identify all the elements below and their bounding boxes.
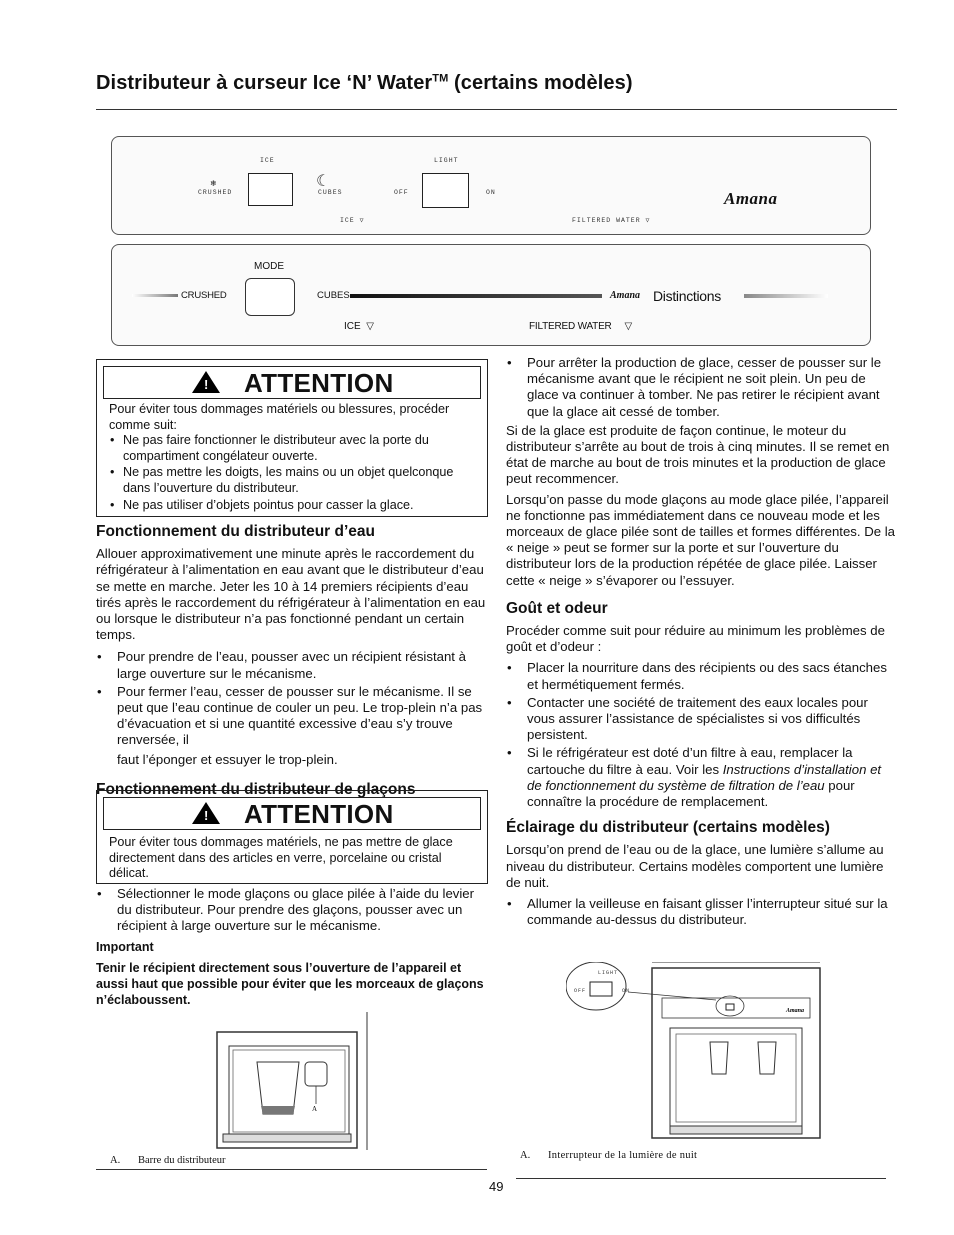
cubes-label: CUBES (318, 189, 343, 196)
important-label: Important (96, 939, 154, 954)
amana-logo: Amana (724, 189, 778, 208)
important-text: Tenir le récipient directement sous l’ouverture de l’appareil et aussi haut que possible pour éviter que les morceaux de glaçons n’éclaboussent. (96, 960, 484, 1007)
warning-header-1 (103, 366, 481, 399)
ice-mode-switch (248, 173, 293, 206)
distinctions-label: Distinctions (653, 288, 721, 304)
taste-heading: Goût et odeur (506, 599, 608, 617)
warning-title-2: ATTENTION (244, 799, 394, 829)
page-title: Distributeur à curseur Ice ‘N’ Water™ (certains modèles) (96, 72, 633, 94)
ice-label: ICE (260, 157, 275, 164)
water-item: • Pour fermer l’eau, cesser de pousser sur le mécanisme. Il se peut que l’eau continue de couler un peu. Le trop-plein n’a pas d’évacuation et si une quantité excessive d’eau s’y trouve renversée, il (97, 683, 483, 748)
mode-switch (245, 278, 295, 316)
warning-triangle-icon: ! (192, 802, 220, 824)
right-footer-rule (516, 1178, 886, 1179)
header-rule (96, 109, 897, 110)
figure-label-a: A (312, 1105, 318, 1113)
right-gradient-bar (744, 294, 828, 298)
ice-arrow-label: ICE ▽ (340, 217, 365, 224)
water-tail: faut l’éponger et essuyer le trop-plein. (117, 751, 338, 767)
light-switch (422, 173, 469, 208)
warning-box-2 (96, 790, 488, 884)
stop-ice-item: • Pour arrêter la production de glace, cesser de pousser sur le mécanisme avant que le récipient ne soit plein. Un peu de glace va continuer à tomber. Ne pas retirer le récipient avant que la glace ait cessé de tomber. (507, 355, 882, 419)
filter-item: • Si le réfrigérateur est doté d’un filtre à eau, remplacer la cartouche du filtre à eau. Voir les Instructions d’installation et de fonctionnement du système de filtration de l’eau pour connaître la procédure de remplacement. (507, 745, 882, 810)
mini-amana-logo: Amana (786, 1008, 805, 1014)
crushed-gradient-bar (132, 294, 178, 297)
cubes-label-2: CUBES (317, 290, 350, 301)
control-panel-top (111, 136, 871, 235)
figure-caption-1: Barre du distributeur (138, 1155, 226, 1166)
mode-switch-paragraph: Lorsqu’on passe du mode glaçons au mode glace pilée, l’appareil ne fonctionne pas immédiatement dans ce nouveau mode et les morceaux de glace pilée sont de tailles et formes différentes. De la « neige » peut se former sur la porte et sur l’ouverture du distributeur lors de la production répétée de glace pilée. Laisser cette « neige » s’évaporer ou l’essuyer. (506, 491, 895, 588)
filtered-water-label-2: FILTERED WATER ▽ (529, 321, 632, 332)
warning-box-1 (96, 359, 488, 517)
continuous-ice-paragraph: Si de la glace est produite de façon continue, le moteur du distributeur s’arrête au bout de trois à cinq minutes. Il se remet en état de marche au bout de trois minutes et la production de glace peut recommencer. (506, 422, 890, 487)
light-item: • Allumer la veilleuse en faisant glisser l’interrupteur situé sur la commande au-dessus du distributeur. (507, 896, 888, 928)
cubes-moon-icon: ☾ (316, 173, 331, 190)
figure-caption-letter-1: A. (110, 1155, 121, 1166)
left-footer-rule (96, 1169, 487, 1170)
light-label-fig: LIGHT (598, 970, 619, 976)
mode-label: MODE (254, 261, 284, 272)
warning-text-2: Pour éviter tous dommages matériels, ne pas mettre de glace directement dans des articles en verre, porcelaine ou cristal délicat. (109, 835, 453, 881)
water-item: • Pour prendre de l’eau, pousser avec un récipient résistant à large ouverture sur le mécanisme. (97, 649, 466, 681)
ice-item: • Sélectionner le mode glaçons ou glace pilée à l’aide du levier du distributeur. Pour prendre des glaçons, pousser avec un récipient à large ouverture sur le mécanisme. (97, 886, 475, 934)
ice-arrow-label-2: ICE ▽ (344, 321, 374, 332)
water-heading: Fonctionnement du distributeur d’eau (96, 523, 375, 540)
dispenser-figure (213, 1012, 369, 1152)
crushed-label: CRUSHED (198, 189, 233, 196)
amana-logo-2: Amana (610, 290, 641, 301)
off-label: OFF (394, 189, 409, 196)
on-label-fig: ON (622, 988, 631, 994)
warning-item: • Ne pas faire fonctionner le distributeur avec la porte du compartiment congélateur ouverte. (110, 433, 429, 463)
warning-item: • Ne pas mettre les doigts, les mains ou un objet quelconque dans l’ouverture du distributeur. (110, 465, 454, 495)
page-number: 49 (489, 1179, 504, 1194)
filtered-water-label: FILTERED WATER ▽ (572, 217, 651, 224)
warning-triangle-icon: ! (192, 371, 220, 393)
warning-title-1: ATTENTION (244, 368, 394, 398)
taste-paragraph: Procéder comme suit pour réduire au minimum les problèmes de goût et d’odeur : (506, 623, 885, 655)
taste-item: • Contacter une société de traitement des eaux locales pour vous assurer l’assistance de spécialistes si vos difficultés persistent. (507, 694, 868, 743)
warning-header-2 (103, 797, 481, 830)
crushed-label-2: CRUSHED (181, 290, 227, 301)
night-light-drawing (566, 962, 888, 1148)
crushed-ice-icon: ❄ (210, 179, 217, 188)
warning-item: • Ne pas utiliser d’objets pointus pour casser la glace. (110, 497, 414, 512)
control-panel-bottom (111, 244, 871, 346)
figure-caption-2: Interrupteur de la lumière de nuit (548, 1150, 698, 1161)
off-label-fig: OFF (574, 988, 587, 994)
slider-track (350, 294, 602, 298)
warning-intro: Pour éviter tous dommages matériels ou blessures, procéder comme suit: (109, 402, 450, 432)
on-label: ON (486, 189, 496, 196)
night-light-figure (566, 962, 888, 1148)
figure-caption-letter-2: A. (520, 1150, 531, 1161)
light-label: LIGHT (434, 157, 459, 164)
dispenser-drawing (213, 1012, 369, 1152)
light-heading: Éclairage du distributeur (certains modèles) (506, 819, 830, 837)
water-paragraph: Allouer approximativement une minute après le raccordement du réfrigérateur à l’alimentation en eau avant que le distributeur d’eau se mette en marche. Jeter les 10 à 14 premiers récipients d’eau tirés après le raccordement du réfrigérateur à l’alimentation en eau ou lorsque le distributeur n’a pas fonctionné pendant un certain temps. (96, 546, 486, 643)
ice-heading: Fonctionnement du distributeur de glaçons (96, 780, 416, 798)
taste-item: • Placer la nourriture dans des récipients ou des sacs étanches et hermétiquement fermés. (507, 660, 887, 692)
light-paragraph: Lorsqu’on prend de l’eau ou de la glace, une lumière s’allume au niveau du distributeur. Certains modèles comportent une lumière de nuit. (506, 842, 884, 890)
